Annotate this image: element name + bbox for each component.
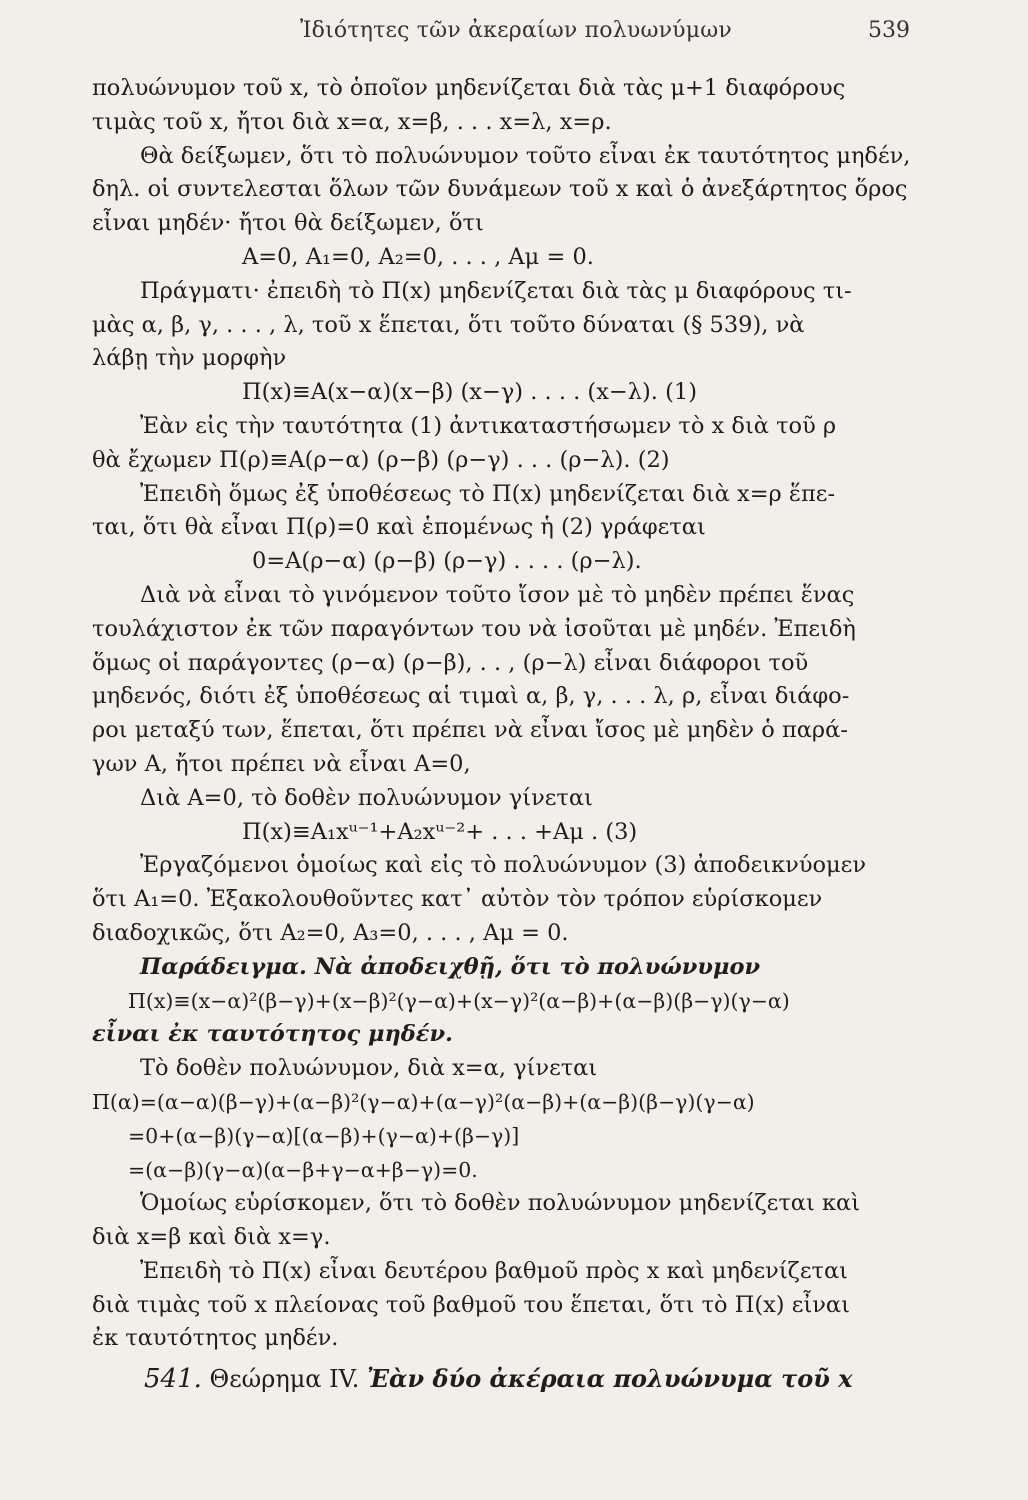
text-line: Π(x)≡A(x−α)(x−β) (x−γ) . . . . (x−λ). (1) [242, 379, 697, 406]
text-line: A=0, A₁=0, A₂=0, . . . , Aμ = 0. [242, 243, 594, 270]
text-line: διὰ τιμὰς τοῦ x πλείονας τοῦ βαθμοῦ του ἕπεται, ὅτι τὸ Π(x) εἶναι [92, 1291, 850, 1318]
text-line: Π(x)≡(x−α)²(β−γ)+(x−β)²(γ−α)+(x−γ)²(α−β)+(α−β)(β−γ)(γ−α) [128, 988, 790, 1013]
page-number: 539 [868, 18, 910, 43]
text-line: Τὸ δοθὲν πολυώνυμον, διὰ x=α, γίνεται [140, 1055, 598, 1082]
page-body [92, 72, 930, 1396]
text-line: ὅμως οἱ παράγοντες (ρ−α) (ρ−β), . . , (ρ−λ) εἶναι διάφοροι τοῦ [92, 649, 809, 676]
text-line: θὰ ἔχωμεν Π(ρ)≡A(ρ−α) (ρ−β) (ρ−γ) . . . (ρ−λ). (2) [92, 446, 670, 473]
text-line: λάβῃ τὴν μορφὴν [92, 345, 287, 372]
text-line: =(α−β)(γ−α)(α−β+γ−α+β−γ)=0. [128, 1157, 478, 1182]
text-line: Ἐργαζόμενοι ὁμοίως καὶ εἰς τὸ πολυώνυμον (3) ἀποδεικνύομεν [140, 852, 866, 879]
text-line: διαδοχικῶς, ὅτι A₂=0, A₃=0, . . . , Aμ = 0. [92, 919, 569, 946]
text-line: Διὰ A=0, τὸ δοθὲν πολυώνυμον γίνεται [140, 784, 593, 811]
text-line: πολυώνυμον τοῦ x, τὸ ὁποῖον μηδενίζεται διὰ τὰς μ+1 διαφόρους [92, 75, 846, 101]
text-line: ἐκ ταυτότητος μηδέν. [92, 1325, 339, 1352]
theorem-number: 541. [144, 1364, 202, 1395]
text-line: =0+(α−β)(γ−α)[(α−β)+(γ−α)+(β−γ)] [128, 1123, 520, 1148]
text-line: τιμὰς τοῦ x, ἤτοι διὰ x=α, x=β, . . . x=λ, x=ρ. [92, 108, 612, 135]
text-line: Ἐπειδὴ ὅμως ἐξ ὑποθέσεως τὸ Π(x) μηδενίζεται διὰ x=ρ ἕπε- [140, 480, 836, 507]
theorem-statement: Ἐὰν δύο ἀκέραια πολυώνυμα τοῦ x [367, 1364, 853, 1394]
text-line: εἶναι ἐκ ταυτότητος μηδέν. [92, 1021, 453, 1048]
theorem-heading [92, 1362, 930, 1396]
text-line: μὰς α, β, γ, . . . , λ, τοῦ x ἕπεται, ὅτι τοῦτο δύναται (§ 539), νὰ [92, 311, 805, 338]
text-line: γων A, ἤτοι πρέπει νὰ εἶναι A=0, [92, 750, 471, 777]
text-line: τουλάχιστον ἐκ τῶν παραγόντων του νὰ ἰσοῦται μὲ μηδέν. Ἐπειδὴ [92, 615, 856, 642]
text-line: Π(α)=(α−α)(β−γ)+(α−β)²(γ−α)+(α−γ)²(α−β)+(α−β)(β−γ)(γ−α) [92, 1089, 755, 1114]
running-title: Ἰδιότητες τῶν ἀκεραίων πολυωνύμων [300, 18, 732, 43]
theorem-label: Θεώρημα IV. [209, 1365, 360, 1394]
text-line: 0=A(ρ−α) (ρ−β) (ρ−γ) . . . . (ρ−λ). [252, 548, 642, 575]
text-line: διὰ x=β καὶ διὰ x=γ. [92, 1224, 331, 1251]
text-line: μηδενός, διότι ἐξ ὑποθέσεως αἱ τιμαὶ α, β, γ, . . . λ, ρ, εἶναι διάφο- [92, 683, 850, 710]
text-line: Παράδειγμα. Νὰ ἀποδειχθῇ, ὅτι τὸ πολυώνυμον [140, 953, 761, 980]
text-line: Θὰ δείξωμεν, ὅτι τὸ πολυώνυμον τοῦτο εἶναι ἐκ ταυτότητος μηδέν, [140, 142, 911, 169]
text-line: ται, ὅτι θὰ εἶναι Π(ρ)=0 καὶ ἑπομένως ἡ (2) γράφεται [92, 514, 706, 541]
running-header [0, 12, 1028, 48]
text-line: Ἐπειδὴ τὸ Π(x) εἶναι δευτέρου βαθμοῦ πρὸς x καὶ μηδενίζεται [140, 1257, 848, 1284]
text-line: εἶναι μηδέν· ἤτοι θὰ δείξωμεν, ὅτι [92, 210, 484, 237]
text-line: Διὰ νὰ εἶναι τὸ γινόμενον τοῦτο ἴσον μὲ τὸ μηδὲν πρέπει ἕνας [140, 581, 855, 608]
text-line: Πράγματι· ἐπειδὴ τὸ Π(x) μηδενίζεται διὰ τὰς μ διαφόρους τι- [140, 277, 852, 304]
text-line: ὅτι A₁=0. Ἐξακολουθοῦντες κατ᾽ αὐτὸν τὸν τρόπον εὑρίσκομεν [92, 886, 823, 913]
text-line: δηλ. οἱ συντελεσται ὅλων τῶν δυνάμεων τοῦ x καὶ ὁ ἀνεξάρτητος ὅρος [92, 176, 908, 203]
text-line: Ἐὰν εἰς τὴν ταυτότητα (1) ἀντικαταστήσωμεν τὸ x διὰ τοῦ ρ [140, 412, 837, 439]
text-line: Ὁμοίως εὑρίσκομεν, ὅτι τὸ δοθὲν πολυώνυμον μηδενίζεται καὶ [140, 1190, 861, 1217]
text-line: Π(x)≡A₁xᵘ⁻¹+A₂xᵘ⁻²+ . . . +Aμ . (3) [242, 818, 638, 845]
text-line: ροι μεταξύ των, ἕπεται, ὅτι πρέπει νὰ εἶναι ἴσος μὲ μηδὲν ὁ παρά- [92, 717, 848, 744]
